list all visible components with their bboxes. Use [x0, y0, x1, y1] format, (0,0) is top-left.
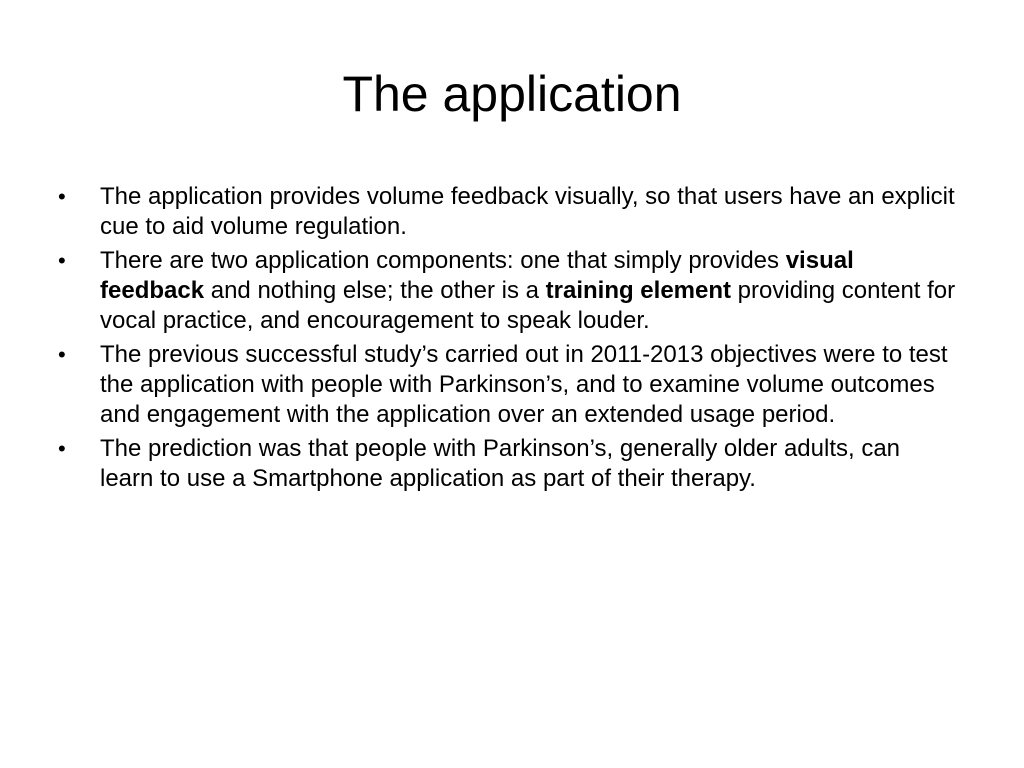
bullet-icon: • — [58, 184, 66, 209]
bullet-text — [100, 341, 948, 428]
bullet-text-bold: visual feedback — [100, 247, 854, 304]
bullet-icon: • — [58, 436, 66, 461]
bullet-text-segment: The previous successful study’s carried out in 2011-2013 objectives were to test the application with people with Parkinson’s, and to examine volume outcomes and engagement with the application over an extended usage period. — [100, 341, 948, 428]
bullet-text-segment: providing content for vocal practice, and encouragement to speak louder. — [100, 277, 956, 334]
bullet-text — [100, 183, 955, 240]
bullet-item — [58, 434, 958, 494]
bullet-text-segment: and nothing else; the other is a — [204, 277, 546, 304]
bullet-text — [100, 247, 955, 334]
bullet-text-segment: The application provides volume feedback visually, so that users have an explicit cue to aid volume regulation. — [100, 183, 955, 240]
bullet-text-segment: There are two application components: one that simply provides — [100, 247, 786, 274]
bullet-item — [58, 182, 958, 242]
slide-title: The application — [342, 66, 682, 122]
bullet-text — [100, 435, 900, 492]
bullet-item — [58, 246, 958, 336]
bullet-text-segment: The prediction was that people with Parkinson’s, generally older adults, can learn to use a Smartphone application as part of their therapy. — [100, 435, 901, 492]
bullet-list — [58, 182, 958, 498]
bullet-icon: • — [58, 248, 66, 273]
bullet-text-bold: training element — [545, 277, 732, 304]
bullet-icon: • — [58, 342, 66, 367]
bullet-item — [58, 340, 958, 430]
